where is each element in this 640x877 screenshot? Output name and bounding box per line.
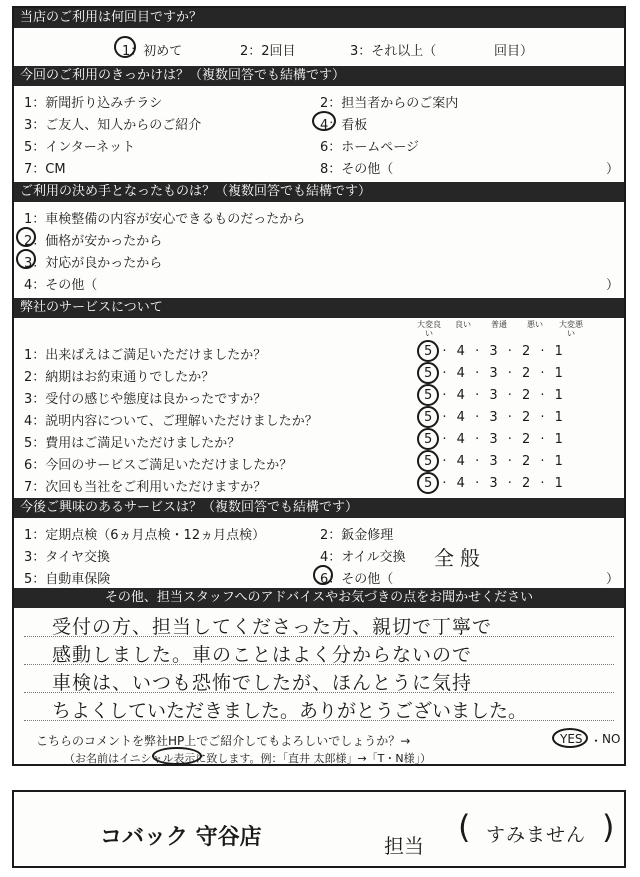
q4-rating-5: 5 · 4 · 3 · 2 · 1 [424, 432, 566, 447]
q4-rating-4: 5 · 4 · 3 · 2 · 1 [424, 410, 566, 425]
q5-option-2: 2：鈑金修理 [320, 528, 394, 543]
staff-close-paren: ) [602, 808, 615, 846]
permission-sep: ・ [590, 734, 603, 748]
q2-option-6: 6：ホームページ [320, 140, 420, 155]
rating-circle-6 [417, 450, 439, 472]
staff-name: すみません [486, 824, 587, 846]
staff-open-paren: ( [458, 808, 471, 846]
q2-option-3: 3：ご友人、知人からのご紹介 [24, 118, 202, 133]
q1-option-3: 3：それ以上（ [350, 44, 437, 59]
permission-note: （お名前はイニシャル表示に致します。例：「直井 太郎様」→「T・N様」） [64, 752, 432, 765]
q5-option-6: 6：その他（ [320, 572, 394, 587]
q3-option-4: 4：その他（ [24, 278, 98, 293]
q4-rating-3: 5 · 4 · 3 · 2 · 1 [424, 388, 566, 403]
q2-option-2: 2：担当者からのご案内 [320, 96, 459, 111]
q3-option-1: 1：車検整備の内容が安心できるものだったから [24, 212, 306, 227]
q4-question-4: 4：説明内容について、ご理解いただけましたか？ [24, 414, 318, 429]
answer-circle-q3-2 [16, 227, 36, 247]
answer-circle-q3-3 [16, 249, 36, 269]
q1-option-2: 2：2回目 [240, 44, 296, 59]
scale-label-1: 大変悪い [559, 320, 583, 338]
store-footer [12, 790, 626, 868]
comments-header: その他、担当スタッフへのアドバイスやお気づきの点をお聞かせください [14, 588, 624, 608]
q4-rating-6: 5 · 4 · 3 · 2 · 1 [424, 454, 566, 469]
q4-question-3: 3：受付の感じや態度は良かったですか？ [24, 392, 267, 407]
rating-circle-3 [417, 384, 439, 406]
q4-question-2: 2：納期はお約束通りでしたか？ [24, 370, 215, 385]
scale-label-3: 普通 [491, 320, 507, 329]
answer-circle-initial [152, 747, 202, 765]
q4-question-1: 1：出来ばえはご満足いただけましたか？ [24, 348, 267, 363]
q3-option-2: 2：価格が安かったから [24, 234, 163, 249]
comment-line-2: 感動しました。車のことはよく分からないので [52, 644, 473, 666]
answer-circle-q1 [114, 36, 136, 58]
q3-header: ご利用の決め手となったものは？（複数回答でも結構です） [14, 182, 624, 202]
q5-header: 今後ご興味のあるサービスは？（複数回答でも結構です） [14, 498, 624, 518]
q1-option-1: 1：初めて [122, 44, 183, 59]
q5-option-4: 4：オイル交換 [320, 550, 406, 565]
q3-close-paren: ） [606, 278, 620, 293]
q4-header: 弊社のサービスについて [14, 298, 624, 318]
q2-option-7: 7：CM [24, 162, 66, 177]
rating-circle-2 [417, 362, 439, 384]
q4-rating-7: 5 · 4 · 3 · 2 · 1 [424, 476, 566, 491]
comment-line-4: ちよくしていただきました。ありがとうございました。 [52, 700, 528, 722]
q3-option-3: 3：対応が良かったから [24, 256, 163, 271]
q4-question-5: 5：費用はご満足いただけましたか？ [24, 436, 241, 451]
q4-rating-2: 5 · 4 · 3 · 2 · 1 [424, 366, 566, 381]
answer-circle-yes [552, 728, 588, 748]
scale-label-2: 悪い [527, 320, 543, 329]
rating-circle-4 [417, 406, 439, 428]
q2-option-8: 8：その他（ [320, 162, 394, 177]
survey-sheet [12, 6, 626, 766]
q2-header: 今回のご利用のきっかけは？（複数回答でも結構です） [14, 66, 624, 86]
permission-question: こちらのコメントを弊社HP上でご紹介してもよろしいでしょうか？→ [36, 734, 411, 748]
q5-close-paren: ） [606, 572, 620, 587]
permission-yes: YES [560, 732, 583, 746]
q1-header: 当店のご利用は何回目ですか？ [14, 8, 624, 28]
q1-option-3-close: 回目） [494, 44, 534, 59]
scale-label-4: 良い [455, 320, 471, 329]
answer-circle-q2 [312, 111, 336, 131]
q4-rating-1: 5 · 4 · 3 · 2 · 1 [424, 344, 566, 359]
q2-option-4: 4：看板 [320, 118, 368, 133]
store-name: コバック 守谷店 [100, 825, 262, 850]
scale-label-5: 大変良い [417, 320, 441, 338]
permission-no: NO [602, 732, 621, 746]
q4-question-7: 7：次回も当社をご利用いただけますか？ [24, 480, 267, 495]
q2-option-5: 5：インターネット [24, 140, 136, 155]
rating-circle-1 [417, 340, 439, 362]
q5-option-3: 3：タイヤ交換 [24, 550, 111, 565]
q5-option-5: 5：自動車保険 [24, 572, 111, 587]
q5-other-answer: 全般 [434, 546, 486, 570]
comment-line-1: 受付の方、担当してくださった方、親切で丁寧で [52, 616, 493, 638]
comment-line-3: 車検は、いつも恐怖でしたが、ほんとうに気持 [52, 672, 473, 694]
rating-circle-7 [417, 472, 439, 494]
rating-circle-5 [417, 428, 439, 450]
staff-label: 担当 [384, 834, 424, 858]
answer-circle-q5 [313, 565, 333, 585]
q5-option-1: 1：定期点検（6ヵ月点検・12ヵ月点検） [24, 528, 266, 543]
q2-close-paren: ） [606, 162, 620, 177]
q4-question-6: 6：今回のサービスご満足いただけましたか？ [24, 458, 293, 473]
q2-option-1: 1：新聞折り込みチラシ [24, 96, 163, 111]
